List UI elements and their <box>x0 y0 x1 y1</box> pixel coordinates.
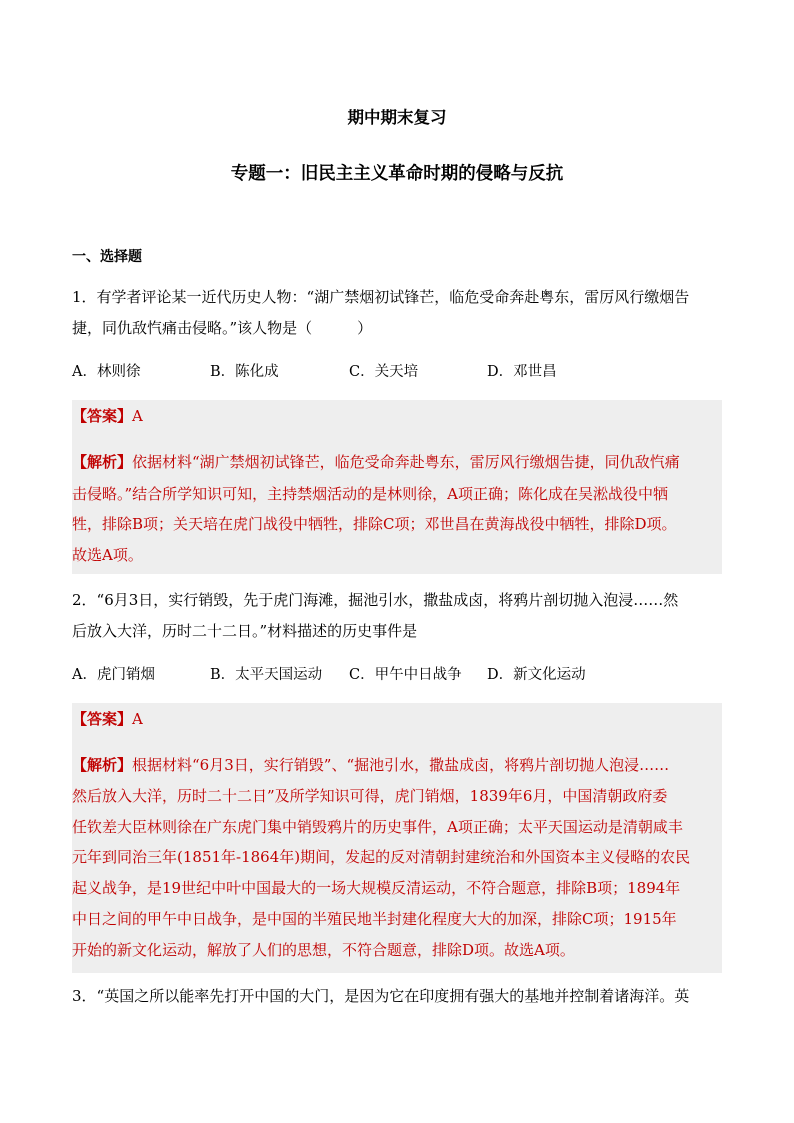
question-2-line-1: 2．“6月3日，实行销毁，先于虎门海滩，掘池引水，撒盐成卤，将鸦片剖切抛入泡浸……然 <box>72 591 679 609</box>
q1-option-a: A．林则徐 <box>72 364 141 380</box>
q1-analysis-tag: 【解析】 <box>72 453 133 471</box>
page-title: 期中期末复习 <box>347 108 447 127</box>
q2-option-a: A．虎门销烟 <box>72 667 155 683</box>
q2-analysis-line-4: 元年到同治三年(1851年-1864年)期间，发起的反对清朝封建统治和外国资本主义侵略的农民 <box>72 848 691 866</box>
q1-option-c: C．关天培 <box>349 364 419 380</box>
section-heading: 一、选择题 <box>72 249 142 265</box>
q1-option-b: B．陈化成 <box>210 364 279 380</box>
q1-answer-tag: 【答案】 <box>72 407 133 425</box>
q1-analysis-line-1: 【解析】依据材料“湖广禁烟初试锋芒，临危受命奔赴粤东，雷厉风行缴烟告捷，同仇敌忾痛 <box>72 453 680 471</box>
q2-analysis-line-7: 开始的新文化运动，解放了人们的思想，不符合题意，排除D项。故选A项。 <box>72 941 575 959</box>
q1-answer-value: A <box>132 407 143 425</box>
q2-analysis-line-3: 任钦差大臣林则徐在广东虎门集中销毁鸦片的历史事件，A项正确；太平天国运动是清朝咸丰 <box>72 818 683 836</box>
q2-analysis-tag: 【解析】 <box>72 756 133 774</box>
q2-answer-value: A <box>132 710 143 728</box>
q2-analysis-line-6: 中日之间的甲午中日战争，是中国的半殖民地半封建化程度大大的加深，排除C项；1915年 <box>72 910 677 928</box>
page-subtitle: 专题一：旧民主主义革命时期的侵略与反抗 <box>230 164 564 184</box>
q1-analysis-line-2: 击侵略。”结合所学知识可知，主持禁烟活动的是林则徐，A项正确；陈化成在吴淞战役中牺 <box>72 485 669 503</box>
q1-analysis-line-4: 故选A项。 <box>72 546 143 564</box>
question-2-line-2: 后放入大洋，历时二十二日。”材料描述的历史事件是 <box>72 622 418 640</box>
q2-option-b: B．太平天国运动 <box>210 667 323 683</box>
question-1-line-1: 1．有学者评论某一近代历史人物：“湖广禁烟初试锋芒，临危受命奔赴粤东，雷厉风行缴烟告 <box>72 288 690 306</box>
q2-answer-box <box>72 703 722 973</box>
q2-analysis-line-2: 然后放入大洋，历时二十二日”及所学知识可得，虎门销烟，1839年6月，中国清朝政府委 <box>72 787 668 805</box>
q1-analysis-line-3: 牲，排除B项；关天培在虎门战役中牺牲，排除C项；邓世昌在黄海战役中牺牲，排除D项。 <box>72 515 677 533</box>
q2-option-c: C．甲午中日战争 <box>349 667 462 683</box>
q2-answer-tag: 【答案】 <box>72 710 133 728</box>
q2-answer <box>72 709 143 729</box>
q1-answer <box>72 406 143 426</box>
q2-analysis-line-5: 起义战争，是19世纪中叶中国最大的一场大规模反清运动，不符合题意，排除B项；1894年 <box>72 879 681 897</box>
q1-option-d: D．邓世昌 <box>487 364 557 380</box>
question-3-line-1: 3．“英国之所以能率先打开中国的大门，是因为它在印度拥有强大的基地并控制着诸海洋。英 <box>72 987 690 1005</box>
q2-option-d: D．新文化运动 <box>487 667 586 683</box>
q2-analysis-line-1: 【解析】根据材料“6月3日，实行销毁”、“掘池引水，撒盐成卤，将鸦片剖切抛人泡浸…… <box>72 756 670 774</box>
question-1-line-2: 捷，同仇敌忾痛击侵略。”该人物是（ ） <box>72 319 373 337</box>
